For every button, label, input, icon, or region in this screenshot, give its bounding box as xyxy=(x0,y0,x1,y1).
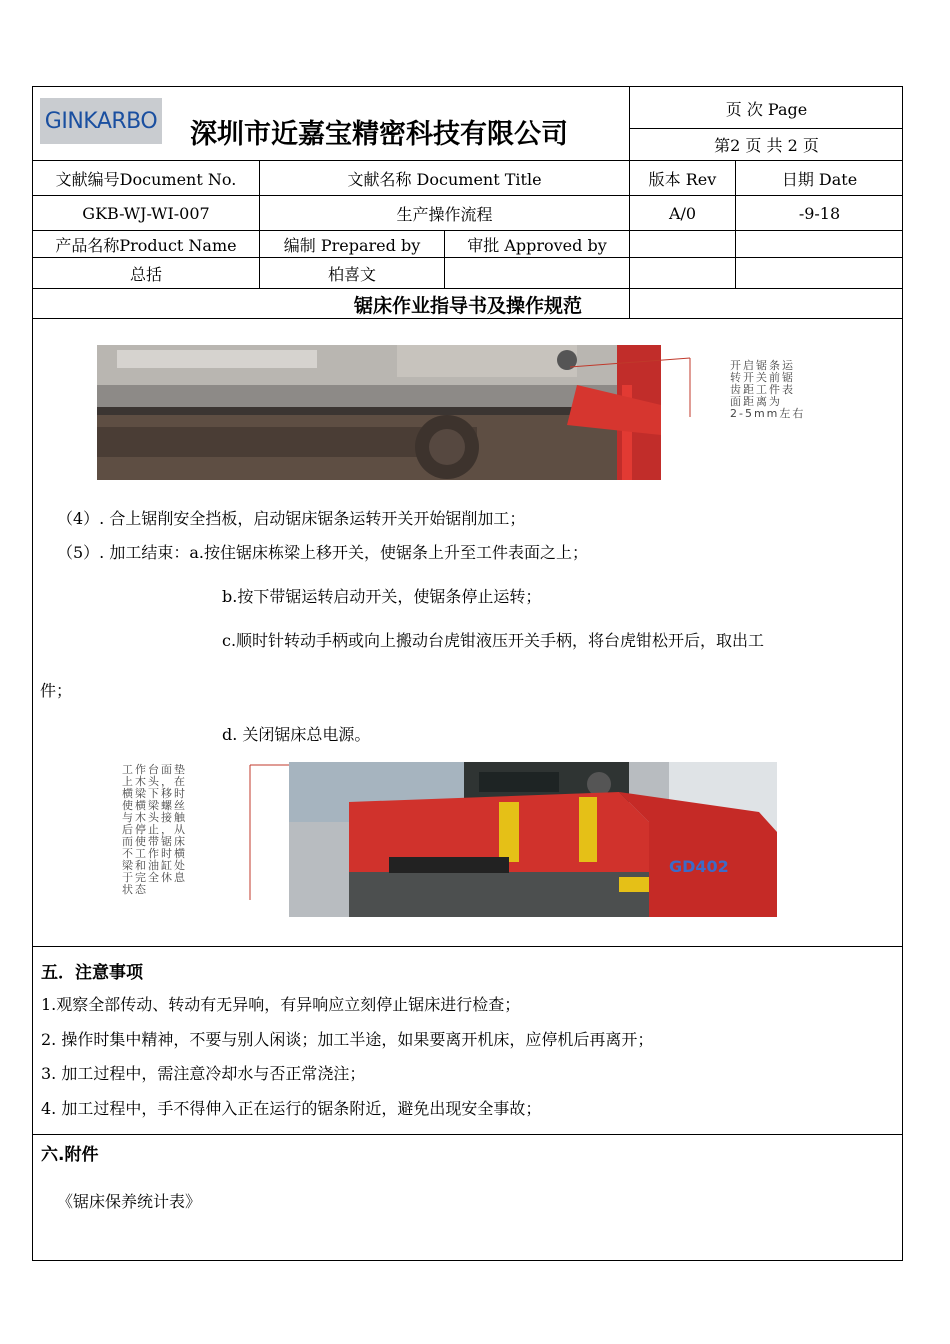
machine-label: GD402 xyxy=(669,857,729,876)
product-label: 产品名称Product Name xyxy=(55,235,237,255)
band-saw-machine-photo xyxy=(289,762,777,917)
date-label: 日期 Date xyxy=(781,169,858,189)
step-4: （4）. 合上锯削安全挡板，启动锯床锯条运转开关开始锯削加工； xyxy=(57,509,526,528)
note-item-4: 4. 加工过程中，手不得伸入正在运行的锯条附近，避免出现安全事故； xyxy=(41,1099,542,1118)
approved-label: 审批 Approved by xyxy=(467,235,607,255)
logo-text: GINKARBO xyxy=(44,108,158,134)
step-5c: c.顺时针转动手柄或向上搬动台虎钳液压开关手柄，将台虎钳松开后，取出工 xyxy=(222,631,765,650)
company-logo xyxy=(40,98,162,144)
figure1-annotation: 开启锯条运 转开关前锯 齿距工件表 面距离为 2-5mm左右 xyxy=(730,359,806,420)
rev-label: 版本 Rev xyxy=(648,169,717,189)
doc-title-label: 文献名称 Document Title xyxy=(347,169,542,189)
step-5c-cont: 件； xyxy=(40,681,73,700)
note-item-2: 2. 操作时集中精神，不要与别人闲谈；加工半途，如果要离开机床，应停机后再离开； xyxy=(41,1030,654,1049)
step-5: （5）. 加工结束：a.按住锯床栋梁上移开关，使锯条上升至工件表面之上； xyxy=(57,543,588,562)
page-value: 第2 页 共 2 页 xyxy=(714,136,819,155)
grid-line xyxy=(32,1134,903,1135)
attachment-title: 六.附件 xyxy=(41,1145,99,1165)
callout-line-1 xyxy=(560,355,700,425)
prepared-label: 编制 Prepared by xyxy=(283,235,421,255)
grid-line xyxy=(32,946,903,947)
step-5d: d. 关闭锯床总电源。 xyxy=(222,725,371,744)
section-title: 锯床作业指导书及操作规范 xyxy=(353,294,582,317)
note-item-1: 1.观察全部传动、转动有无异响，有异响应立刻停止锯床进行检查； xyxy=(41,995,521,1014)
product-value: 总括 xyxy=(129,264,162,284)
doc-no-label: 文献编号Document No. xyxy=(55,169,237,189)
doc-no-value: GKB-WJ-WI-007 xyxy=(82,203,210,223)
company-name: 深圳市近嘉宝精密科技有限公司 xyxy=(190,119,568,150)
notes-title: 五．注意事项 xyxy=(41,963,143,983)
attachment-item: 《锯床保养统计表》 xyxy=(57,1192,202,1211)
rev-value: A/0 xyxy=(668,203,697,223)
step-5b: b.按下带锯运转启动开关，使锯条停止运转； xyxy=(222,587,542,606)
figure2-annotation: 工作台面垫 上木头，在 横梁下移时 使横梁螺丝 与木头接触 后停止，从 而使带锯床 不工作时横 梁和油缸处 于完全休息 状态 xyxy=(122,763,187,896)
note-item-3: 3. 加工过程中，需注意冷却水与否正常浇注； xyxy=(41,1064,366,1083)
date-value: -9-18 xyxy=(798,203,841,223)
prepared-value: 柏喜文 xyxy=(327,264,376,284)
page-label: 页 次 Page xyxy=(725,99,808,119)
doc-title-value: 生产操作流程 xyxy=(396,204,493,224)
